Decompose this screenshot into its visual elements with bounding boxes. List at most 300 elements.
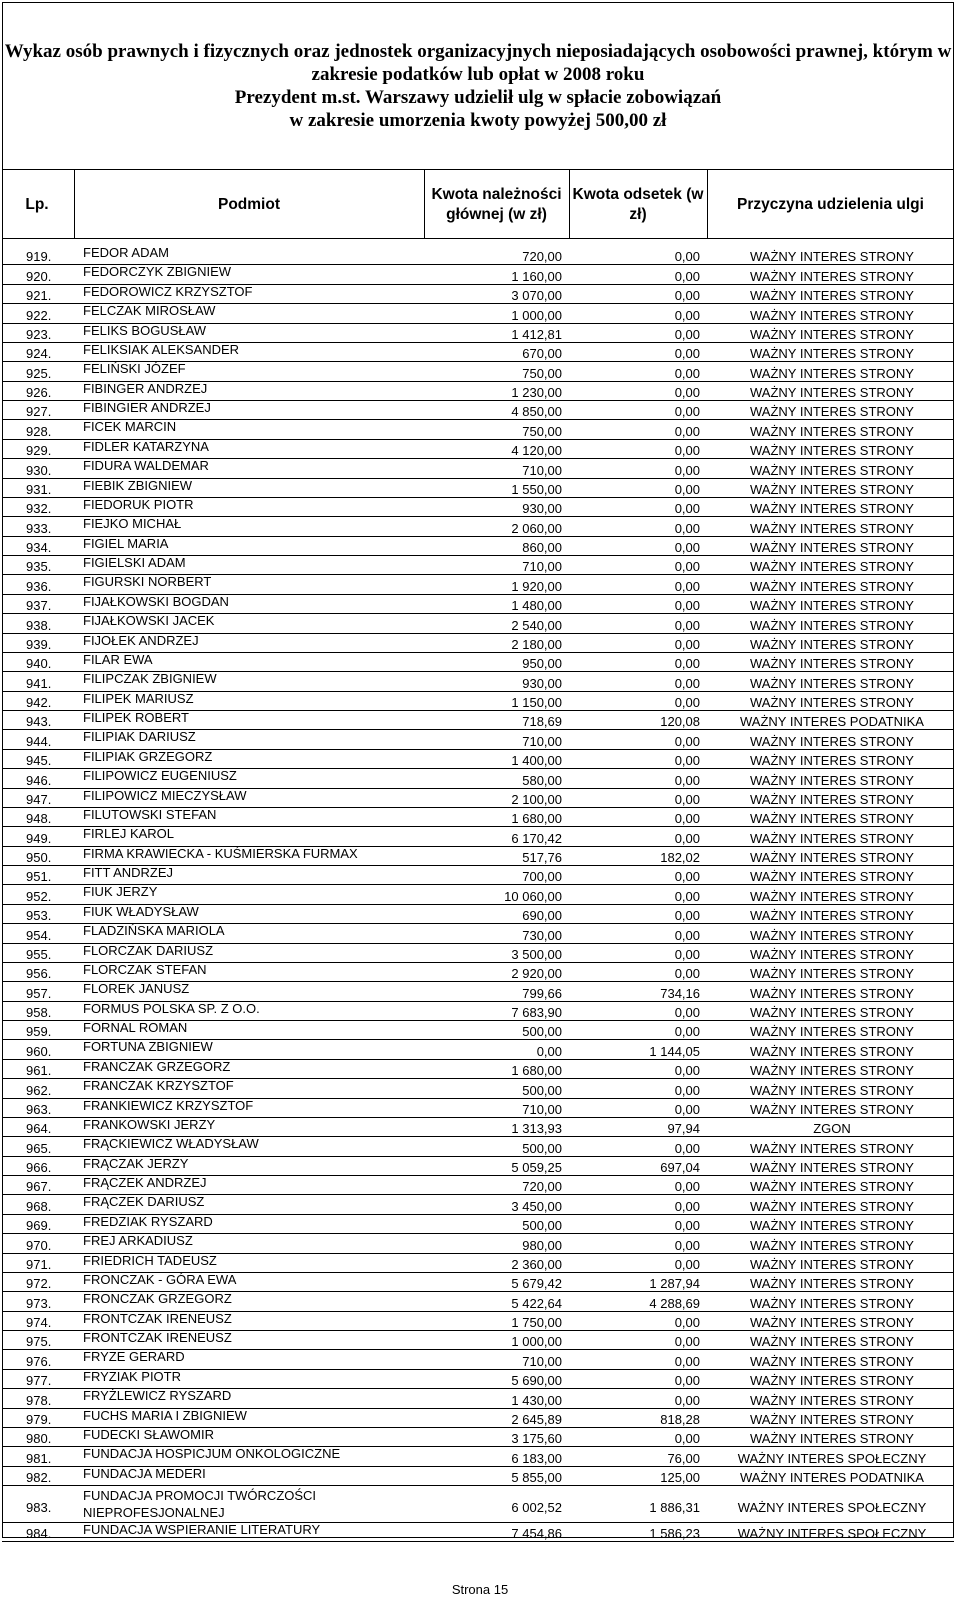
title-block [2,2,954,170]
row-interest-amount: 0,00 [674,481,700,497]
row-principal-amount: 517,76 [522,850,562,865]
row-number: 980. [26,1431,52,1447]
row-reason: WAŻNY INTERES STRONY [750,307,914,323]
row-interest-amount: 0,00 [674,1237,700,1253]
header-subject: Podmiot [218,195,280,213]
row-principal-amount: 500,00 [522,1140,562,1156]
row-reason: WAŻNY INTERES STRONY [750,346,914,362]
row-subject: FIGIELSKI ADAM [83,555,186,570]
table-row [2,847,954,866]
row-principal-amount: 0,00 [536,1043,562,1059]
row-subject: FIJAŁKOWSKI BOGDAN [83,593,229,609]
table-row [2,1370,954,1389]
row-principal-amount: 3 500,00 [511,946,562,962]
row-interest-amount: 0,00 [674,249,700,265]
row-reason: WAŻNY INTERES STRONY [750,462,914,478]
row-principal-amount: 1 750,00 [511,1315,562,1330]
row-number: 970. [26,1237,52,1253]
row-reason: WAŻNY INTERES STRONY [750,1024,914,1040]
row-number: 928. [26,423,52,439]
table-row [2,1215,954,1234]
row-principal-amount: 930,00 [522,675,562,691]
row-principal-amount: 720,00 [522,249,562,265]
row-reason: WAŻNY INTERES STRONY [750,1218,914,1234]
row-interest-amount: 0,00 [674,385,700,400]
table-row [2,944,954,963]
row-number: 978. [26,1392,52,1408]
row-number: 984. [26,1526,52,1542]
row-subject: FIUK JERZY [83,884,158,900]
row-principal-amount: 5 690,00 [511,1373,562,1389]
table-row [2,1350,954,1369]
row-number: 965. [26,1140,52,1156]
table-row [2,769,954,788]
row-principal-amount: 700,00 [522,869,562,885]
row-number: 956. [26,966,52,982]
row-interest-amount: 0,00 [674,927,700,943]
row-principal-amount: 500,00 [522,1082,562,1098]
row-subject: FRONTCZAK IRENEUSZ [83,1310,232,1326]
row-reason: WAŻNY INTERES STRONY [750,540,914,555]
row-interest-amount: 0,00 [674,636,700,652]
row-principal-amount: 5 422,64 [511,1295,562,1311]
row-reason: WAŻNY INTERES STRONY [750,733,914,749]
row-number: 961. [26,1063,52,1079]
row-subject: FELIKS BOGUSŁAW [83,322,207,338]
row-principal-amount: 500,00 [522,1218,562,1234]
row-subject: FUNDACJA PROMOCJI TWÓRCZOŚCI NIEPROFESJONALNEJ [83,1488,317,1520]
row-reason: WAŻNY INTERES STRONY [750,443,914,459]
row-principal-amount: 1 313,93 [511,1121,562,1137]
row-number: 923. [26,326,52,342]
row-principal-amount: 6 170,42 [511,830,562,846]
table-row [2,653,954,672]
row-subject: FRĄCZEK DARIUSZ [83,1194,205,1210]
row-interest-amount: 0,00 [674,578,700,594]
row-interest-amount: 0,00 [674,1373,700,1389]
table-row [2,537,954,556]
row-interest-amount: 0,00 [674,423,700,439]
row-subject: FIJOŁEK ANDRZEJ [83,632,199,648]
row-principal-amount: 1 480,00 [511,598,562,614]
table-row [2,885,954,904]
table-row [2,866,954,885]
table-row [2,556,954,575]
row-reason: WAŻNY INTERES SPOŁECZNY [737,1450,927,1466]
row-subject: FIEBIK ZBIGNIEW [83,477,193,493]
row-subject: FRONCZAK GRZEGORZ [83,1291,232,1307]
row-subject: FUNDACJA WSPIERANIE LITERATURY [83,1522,321,1537]
header-reason: Przyczyna udzielenia ulgi [737,195,924,213]
table-row [2,1409,954,1428]
row-subject: FRĄCKIEWICZ WŁADYSŁAW [83,1136,259,1152]
row-reason: WAŻNY INTERES STRONY [750,1256,914,1272]
row-reason: WAŻNY INTERES STRONY [750,850,914,865]
row-number: 925. [26,365,52,381]
row-number: 974. [26,1315,52,1330]
row-subject: FILIPEK MARIUSZ [83,690,194,706]
table-row [2,246,954,265]
table-row [2,634,954,653]
row-number: 968. [26,1198,52,1214]
row-subject: FELCZAK MIROSŁAW [83,303,216,319]
row-number: 934. [26,540,52,555]
row-reason: WAŻNY INTERES STRONY [750,772,914,788]
row-principal-amount: 710,00 [522,559,562,575]
row-interest-amount: 0,00 [674,462,700,478]
table-row [2,905,954,924]
row-number: 947. [26,791,52,807]
table-row [2,285,954,304]
row-reason: WAŻNY INTERES PODATNIKA [740,714,924,730]
table-row [2,343,954,362]
row-reason: WAŻNY INTERES STRONY [750,501,914,517]
row-interest-amount: 0,00 [674,443,700,459]
row-interest-amount: 0,00 [674,1353,700,1369]
row-interest-amount: 97,94 [667,1121,700,1137]
row-interest-amount: 0,00 [674,346,700,362]
row-number: 963. [26,1101,52,1117]
row-number: 971. [26,1256,52,1272]
row-reason: WAŻNY INTERES STRONY [750,656,914,672]
row-subject: FRANCZAK KRZYSZTOF [83,1078,234,1094]
table-row [2,1137,954,1156]
table-row [2,1312,954,1331]
row-principal-amount: 580,00 [522,772,562,788]
row-subject: FRĄCZEK ANDRZEJ [83,1175,207,1190]
row-subject: FIJAŁKOWSKI JACEK [83,613,215,629]
row-number: 944. [26,733,52,749]
row-subject: FORMUS POLSKA SP. Z O.O. [83,1000,260,1016]
row-number: 943. [26,714,52,730]
row-number: 936. [26,578,52,594]
row-interest-amount: 0,00 [674,656,700,672]
row-reason: WAŻNY INTERES STRONY [750,791,914,807]
row-principal-amount: 2 060,00 [511,520,562,536]
row-number: 957. [26,985,52,1001]
row-number: 966. [26,1160,52,1175]
header-interest [569,170,707,239]
row-interest-amount: 1 586,23 [649,1526,700,1542]
table-row [2,265,954,284]
row-number: 929. [26,443,52,459]
row-reason: WAŻNY INTERES PODATNIKA [740,1470,924,1485]
row-reason: WAŻNY INTERES STRONY [750,675,914,691]
row-interest-amount: 0,00 [674,830,700,846]
row-number: 924. [26,346,52,362]
row-principal-amount: 2 920,00 [511,966,562,982]
row-interest-amount: 125,00 [660,1470,700,1485]
row-number: 959. [26,1024,52,1040]
table-body [2,246,954,1542]
row-subject: FILAR EWA [83,651,153,667]
row-interest-amount: 182,02 [660,850,700,865]
row-interest-amount: 0,00 [674,1315,700,1330]
row-principal-amount: 1 000,00 [511,307,562,323]
row-reason: WAŻNY INTERES SPOŁECZNY [737,1526,927,1542]
row-number: 920. [26,268,52,284]
row-number: 946. [26,772,52,788]
row-reason: WAŻNY INTERES STRONY [750,1140,914,1156]
row-number: 952. [26,888,52,904]
row-subject: FRANCZAK GRZEGORZ [83,1058,231,1074]
row-reason: WAŻNY INTERES STRONY [750,268,914,284]
row-interest-amount: 0,00 [674,307,700,323]
row-number: 949. [26,830,52,846]
row-subject: FIDLER KATARZYNA [83,438,209,454]
row-principal-amount: 6 183,00 [511,1450,562,1466]
row-reason: WAŻNY INTERES STRONY [750,946,914,962]
row-subject: FILIPEK ROBERT [83,710,189,725]
row-principal-amount: 5 059,25 [511,1160,562,1175]
row-reason: WAŻNY INTERES STRONY [750,830,914,846]
row-reason: WAŻNY INTERES STRONY [750,1160,914,1175]
row-interest-amount: 1 287,94 [649,1276,700,1292]
table-row [2,1273,954,1292]
row-subject: FILIPIAK DARIUSZ [83,729,196,745]
row-reason: WAŻNY INTERES STRONY [750,288,914,304]
row-reason: WAŻNY INTERES STRONY [750,598,914,614]
row-reason: WAŻNY INTERES STRONY [750,636,914,652]
row-number: 967. [26,1179,52,1195]
row-interest-amount: 0,00 [674,1024,700,1040]
title-line-2: zakresie podatków lub opłat w 2008 roku [311,64,645,85]
row-reason: WAŻNY INTERES STRONY [750,365,914,381]
row-number: 932. [26,501,52,517]
row-interest-amount: 0,00 [674,540,700,555]
row-reason: WAŻNY INTERES STRONY [750,520,914,536]
table-row [2,401,954,420]
row-interest-amount: 4 288,69 [649,1295,700,1311]
table-row [2,924,954,943]
row-interest-amount: 0,00 [674,908,700,924]
row-reason: WAŻNY INTERES STRONY [750,578,914,594]
row-principal-amount: 6 002,52 [511,1500,562,1515]
row-number: 951. [26,869,52,885]
row-interest-amount: 0,00 [674,501,700,517]
table-row [2,1021,954,1040]
row-principal-amount: 730,00 [522,927,562,943]
row-principal-amount: 500,00 [522,1024,562,1040]
row-principal-amount: 2 540,00 [511,617,562,633]
row-interest-amount: 0,00 [674,1179,700,1195]
row-subject: FIEJKO MICHAŁ [83,516,182,532]
row-principal-amount: 710,00 [522,1101,562,1117]
row-interest-amount: 0,00 [674,946,700,962]
row-subject: FLADZIŃSKA MARIOLA [83,923,225,939]
table-row [2,1040,954,1059]
row-interest-amount: 0,00 [674,1063,700,1079]
row-subject: FIGIEL MARIA [83,535,169,551]
row-principal-amount: 3 450,00 [511,1198,562,1214]
title-line-4: w zakresie umorzenia kwoty powyżej 500,00 zł [289,110,667,131]
row-interest-amount: 0,00 [674,1198,700,1214]
row-interest-amount: 0,00 [674,1392,700,1408]
row-interest-amount: 0,00 [674,753,700,769]
table-row [2,711,954,730]
row-reason: WAŻNY INTERES STRONY [750,908,914,924]
row-principal-amount: 720,00 [522,1179,562,1195]
table-row [2,1467,954,1486]
row-principal-amount: 1 680,00 [511,811,562,827]
table-row [2,1389,954,1408]
row-subject: FLORCZAK DARIUSZ [83,942,214,958]
row-subject: FILUTOWSKI STEFAN [83,806,217,822]
row-subject: FIDURA WALDEMAR [83,458,209,474]
row-subject: FRYŻLEWICZ RYSZARD [83,1388,232,1404]
row-principal-amount: 7 454,86 [511,1526,562,1542]
row-principal-amount: 1 412,81 [511,326,562,342]
row-interest-amount: 0,00 [674,288,700,304]
row-principal-amount: 1 150,00 [511,695,562,710]
row-principal-amount: 950,00 [522,656,562,672]
row-number: 950. [26,850,52,865]
row-interest-amount: 120,08 [660,714,700,730]
row-reason: WAŻNY INTERES STRONY [750,1063,914,1079]
row-reason: WAŻNY INTERES STRONY [750,1295,914,1311]
row-principal-amount: 1 550,00 [511,481,562,497]
row-subject: FREJ ARKADIUSZ [83,1233,193,1249]
row-reason: WAŻNY INTERES STRONY [750,1276,914,1292]
row-reason: WAŻNY INTERES STRONY [750,1334,914,1350]
row-subject: FEDOROWICZ KRZYSZTOF [83,283,253,299]
table-row [2,750,954,769]
row-number: 938. [26,617,52,633]
row-reason: WAŻNY INTERES STRONY [750,1101,914,1117]
row-interest-amount: 0,00 [674,326,700,342]
table-row [2,692,954,711]
row-interest-amount: 0,00 [674,966,700,982]
row-reason: WAŻNY INTERES STRONY [750,888,914,904]
row-principal-amount: 670,00 [522,346,562,362]
row-interest-amount: 0,00 [674,811,700,827]
row-interest-amount: 0,00 [674,1101,700,1117]
row-interest-amount: 0,00 [674,365,700,381]
row-subject: FIBINGIER ANDRZEJ [83,400,211,415]
row-principal-amount: 750,00 [522,365,562,381]
row-subject: FRANKOWSKI JERZY [83,1116,216,1132]
row-subject: FRĄCZAK JERZY [83,1155,189,1171]
row-subject: FELIŃSKI JÓZEF [83,361,186,377]
row-principal-amount: 1 160,00 [511,268,562,284]
row-number: 953. [26,908,52,924]
table-row [2,517,954,536]
row-number: 921. [26,288,52,304]
row-interest-amount: 0,00 [674,268,700,284]
row-reason: WAŻNY INTERES STRONY [750,1043,914,1059]
row-principal-amount: 5 855,00 [511,1470,562,1485]
row-interest-amount: 0,00 [674,617,700,633]
table-row [2,730,954,749]
row-subject: FUNDACJA MEDERI [83,1465,206,1481]
table-row [2,963,954,982]
table-row [2,420,954,439]
row-principal-amount: 710,00 [522,1353,562,1369]
row-principal-amount: 1 680,00 [511,1063,562,1079]
row-principal-amount: 710,00 [522,462,562,478]
row-interest-amount: 0,00 [674,598,700,614]
row-number: 941. [26,675,52,691]
row-principal-amount: 1 430,00 [511,1392,562,1408]
row-reason: WAŻNY INTERES STRONY [750,326,914,342]
row-interest-amount: 0,00 [674,1431,700,1447]
table-row [2,1079,954,1098]
row-reason: WAŻNY INTERES STRONY [750,481,914,497]
header-principal-line-2: głównej (w zł) [446,205,547,223]
row-principal-amount: 3 070,00 [511,288,562,304]
table-row [2,498,954,517]
row-reason: WAŻNY INTERES STRONY [750,1198,914,1214]
row-reason: WAŻNY INTERES STRONY [750,1315,914,1330]
row-subject: FILIPCZAK ZBIGNIEW [83,671,217,687]
row-number: 977. [26,1373,52,1389]
table-row [2,1002,954,1021]
table-row [2,1292,954,1311]
row-subject: FILIPOWICZ MIECZYSŁAW [83,787,247,803]
row-subject: FIEDORUK PIOTR [83,496,194,512]
row-subject: FIRLEJ KAROL [83,826,175,842]
row-number: 958. [26,1005,52,1020]
row-subject: FIBINGER ANDRZEJ [83,380,208,396]
row-subject: FLORCZAK STEFAN [83,961,207,977]
table-row [2,1523,954,1542]
row-reason: WAŻNY INTERES STRONY [750,1005,914,1020]
row-number: 937. [26,598,52,614]
header-interest-line-1: Kwota odsetek (w [572,185,704,203]
row-subject: FRANKIEWICZ KRZYSZTOF [83,1097,254,1113]
row-reason: WAŻNY INTERES STRONY [750,869,914,885]
row-number: 942. [26,695,52,710]
row-interest-amount: 0,00 [674,1218,700,1234]
row-reason: ZGON [813,1121,851,1137]
row-principal-amount: 7 683,90 [511,1005,562,1020]
row-number: 983. [26,1500,52,1515]
row-principal-amount: 4 120,00 [511,443,562,459]
table-row [2,1118,954,1137]
row-reason: WAŻNY INTERES STRONY [750,966,914,982]
row-subject: FRYZE GERARD [83,1349,185,1365]
row-subject: FUCHS MARIA I ZBIGNIEW [83,1407,247,1423]
table-row [2,479,954,498]
row-interest-amount: 0,00 [674,695,700,710]
row-subject: FRONTCZAK IRENEUSZ [83,1330,232,1345]
row-interest-amount: 697,04 [660,1160,700,1175]
row-subject: FIUK WŁADYSŁAW [83,903,199,919]
row-reason: WAŻNY INTERES STRONY [750,1431,914,1447]
row-principal-amount: 799,66 [522,985,562,1001]
row-subject: FRYZIAK PIOTR [83,1368,181,1384]
row-interest-amount: 0,00 [674,1140,700,1156]
row-principal-amount: 3 175,60 [511,1431,562,1447]
row-number: 981. [26,1450,52,1466]
row-reason: WAŻNY INTERES STRONY [750,249,914,265]
row-number: 972. [26,1276,52,1292]
row-interest-amount: 0,00 [674,772,700,788]
row-number: 930. [26,462,52,478]
row-interest-amount: 734,16 [660,985,700,1001]
row-reason: WAŻNY INTERES STRONY [750,404,914,420]
table-row [2,1486,954,1523]
row-reason: WAŻNY INTERES STRONY [750,1411,914,1427]
table-row [2,575,954,594]
table-row [2,1447,954,1466]
table-row [2,1060,954,1079]
document-title [2,40,954,132]
row-subject: FELIKSIAK ALEKSANDER [83,341,240,357]
row-number: 975. [26,1334,52,1350]
row-reason: WAŻNY INTERES STRONY [750,385,914,400]
row-reason: WAŻNY INTERES SPOŁECZNY [737,1500,927,1515]
